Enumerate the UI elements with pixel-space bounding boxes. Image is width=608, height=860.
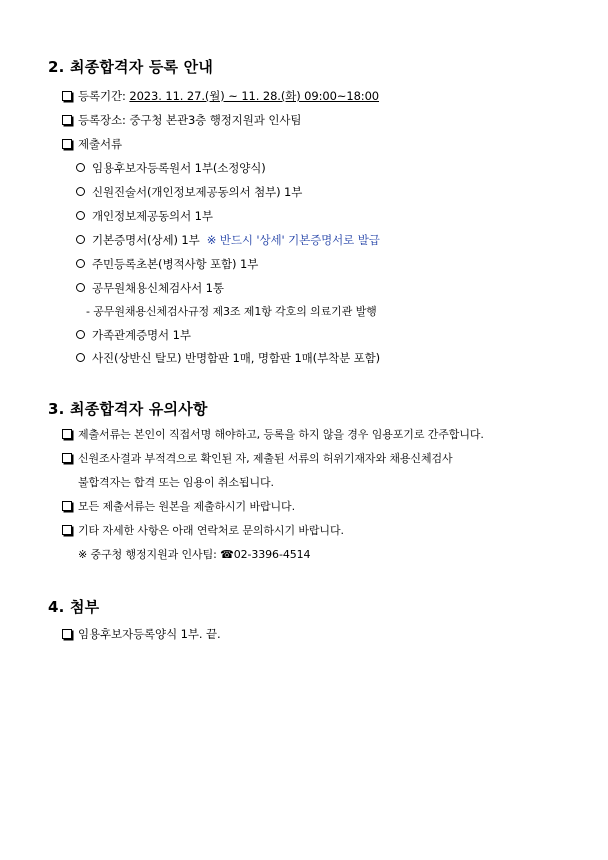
circle-bullet-icon	[76, 330, 85, 339]
checkbox-bullet-icon	[62, 429, 72, 439]
contact-info: ※ 중구청 행정지원과 인사팀: ☎02-3396-4514	[78, 548, 311, 561]
doc-item: 신원진술서(개인정보제공동의서 첨부) 1부	[76, 184, 302, 200]
doc-sub-note: - 공무원채용신체검사규정 제3조 제1항 각호의 의료기관 발행	[86, 305, 377, 318]
period-label: 등록기간:	[78, 89, 130, 103]
checkbox-bullet-icon	[62, 629, 72, 639]
doc-item: 기본증명서(상세) 1부 ※ 반드시 '상세' 기본증명서로 발급	[76, 232, 380, 248]
checkbox-bullet-icon	[62, 91, 72, 101]
notice-item: 모든 제출서류는 원본을 제출하시기 바랍니다.	[62, 498, 295, 514]
section-2-title: 2. 최종합격자 등록 안내	[48, 58, 214, 76]
circle-bullet-icon	[76, 235, 85, 244]
section-4-title: 4. 첨부	[48, 598, 100, 616]
attachment-item: 임용후보자등록양식 1부. 끝.	[62, 626, 221, 642]
circle-bullet-icon	[76, 163, 85, 172]
notice-item: 신원조사결과 부적격으로 확인된 자, 제출된 서류의 허위기재자와 채용신체검사	[62, 450, 453, 466]
circle-bullet-icon	[76, 211, 85, 220]
registration-place: 등록장소: 중구청 본관3층 행정지원과 인사팀	[62, 112, 301, 128]
checkbox-bullet-icon	[62, 501, 72, 511]
doc-item: 개인정보제공동의서 1부	[76, 208, 213, 224]
doc-item: 사진(상반신 탈모) 반명함판 1매, 명함판 1매(부착분 포함)	[76, 350, 380, 366]
doc-item: 주민등록초본(병적사항 포함) 1부	[76, 256, 258, 272]
doc-item: 가족관계증명서 1부	[76, 327, 191, 343]
notice-item: 기타 자세한 사항은 아래 연락처로 문의하시기 바랍니다.	[62, 522, 344, 538]
circle-bullet-icon	[76, 259, 85, 268]
docs-header: 제출서류	[62, 136, 122, 152]
doc-item: 공무원채용신체검사서 1통	[76, 280, 224, 296]
doc-item: 임용후보자등록원서 1부(소정양식)	[76, 160, 266, 176]
circle-bullet-icon	[76, 187, 85, 196]
circle-bullet-icon	[76, 283, 85, 292]
doc-note: ※ 반드시 '상세' 기본증명서로 발급	[206, 233, 380, 247]
checkbox-bullet-icon	[62, 139, 72, 149]
registration-period	[62, 88, 379, 104]
circle-bullet-icon	[76, 353, 85, 362]
checkbox-bullet-icon	[62, 453, 72, 463]
notice-item-continued: 불합격자는 합격 또는 임용이 취소됩니다.	[78, 476, 274, 489]
checkbox-bullet-icon	[62, 525, 72, 535]
section-3-title: 3. 최종합격자 유의사항	[48, 400, 208, 418]
checkbox-bullet-icon	[62, 115, 72, 125]
notice-item: 제출서류는 본인이 직접서명 해야하고, 등록을 하지 않을 경우 임용포기로 간주합니다.	[62, 426, 484, 442]
period-value: 2023. 11. 27.(월) ~ 11. 28.(화) 09:00~18:00	[129, 89, 380, 103]
